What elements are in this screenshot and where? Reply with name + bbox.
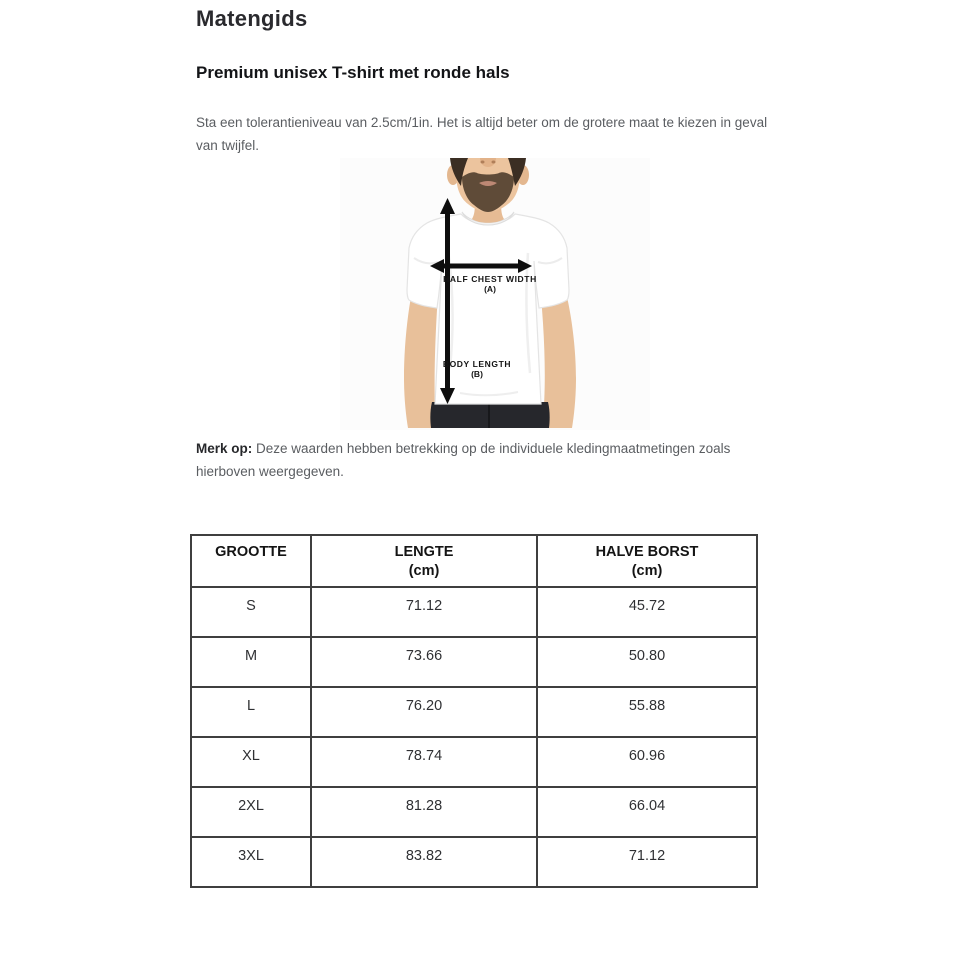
halve-borst-cell: 66.04 — [537, 787, 757, 837]
halve-borst-cell: 55.88 — [537, 687, 757, 737]
size-cell: 3XL — [191, 837, 311, 887]
tshirt-measurement-figure — [340, 158, 650, 430]
table-row-m — [191, 637, 757, 687]
product-title: Premium unisex T-shirt met ronde hals — [196, 63, 510, 82]
half-chest-label: HALF CHEST WIDTH — [443, 274, 537, 284]
halve-borst-cell: 50.80 — [537, 637, 757, 687]
lengte-cell: 71.12 — [311, 587, 537, 637]
table-row-s — [191, 587, 757, 637]
size-table-header-row — [191, 535, 757, 587]
size-cell: 2XL — [191, 787, 311, 837]
col-header-lengte: LENGTE (cm) — [311, 535, 537, 587]
note-paragraph — [196, 437, 770, 483]
table-row-3xl — [191, 837, 757, 887]
lengte-cell: 73.66 — [311, 637, 537, 687]
size-cell: XL — [191, 737, 311, 787]
tolerance-note: Sta een tolerantieniveau van 2.5cm/1in. Het is altijd beter om de grotere maat te kiezen in geval van twijfel. — [196, 115, 768, 153]
half-chest-code: (A) — [484, 284, 496, 294]
size-table — [190, 534, 758, 888]
lengte-cell: 81.28 — [311, 787, 537, 837]
body-length-label: BODY LENGTH — [442, 359, 512, 369]
table-row-l — [191, 687, 757, 737]
lengte-cell: 76.20 — [311, 687, 537, 737]
halve-borst-cell: 60.96 — [537, 737, 757, 787]
table-row-2xl — [191, 787, 757, 837]
page-title: Matengids — [196, 6, 308, 31]
col-header-halve-borst: HALVE BORST (cm) — [537, 535, 757, 587]
halve-borst-cell: 71.12 — [537, 837, 757, 887]
size-cell: S — [191, 587, 311, 637]
note-body: Deze waarden hebben betrekking op de individuele kledingmaatmetingen zoals hierboven weergegeven. — [196, 441, 731, 479]
body-length-code: (B) — [471, 369, 483, 379]
size-cell: M — [191, 637, 311, 687]
tshirt-diagram — [340, 158, 650, 430]
halve-borst-cell: 45.72 — [537, 587, 757, 637]
model-pants — [430, 402, 549, 428]
col-header-grootte: GROOTTE — [191, 535, 311, 587]
size-cell: L — [191, 687, 311, 737]
lengte-cell: 78.74 — [311, 737, 537, 787]
table-row-xl — [191, 737, 757, 787]
lengte-cell: 83.82 — [311, 837, 537, 887]
note-label: Merk op: — [196, 441, 253, 456]
